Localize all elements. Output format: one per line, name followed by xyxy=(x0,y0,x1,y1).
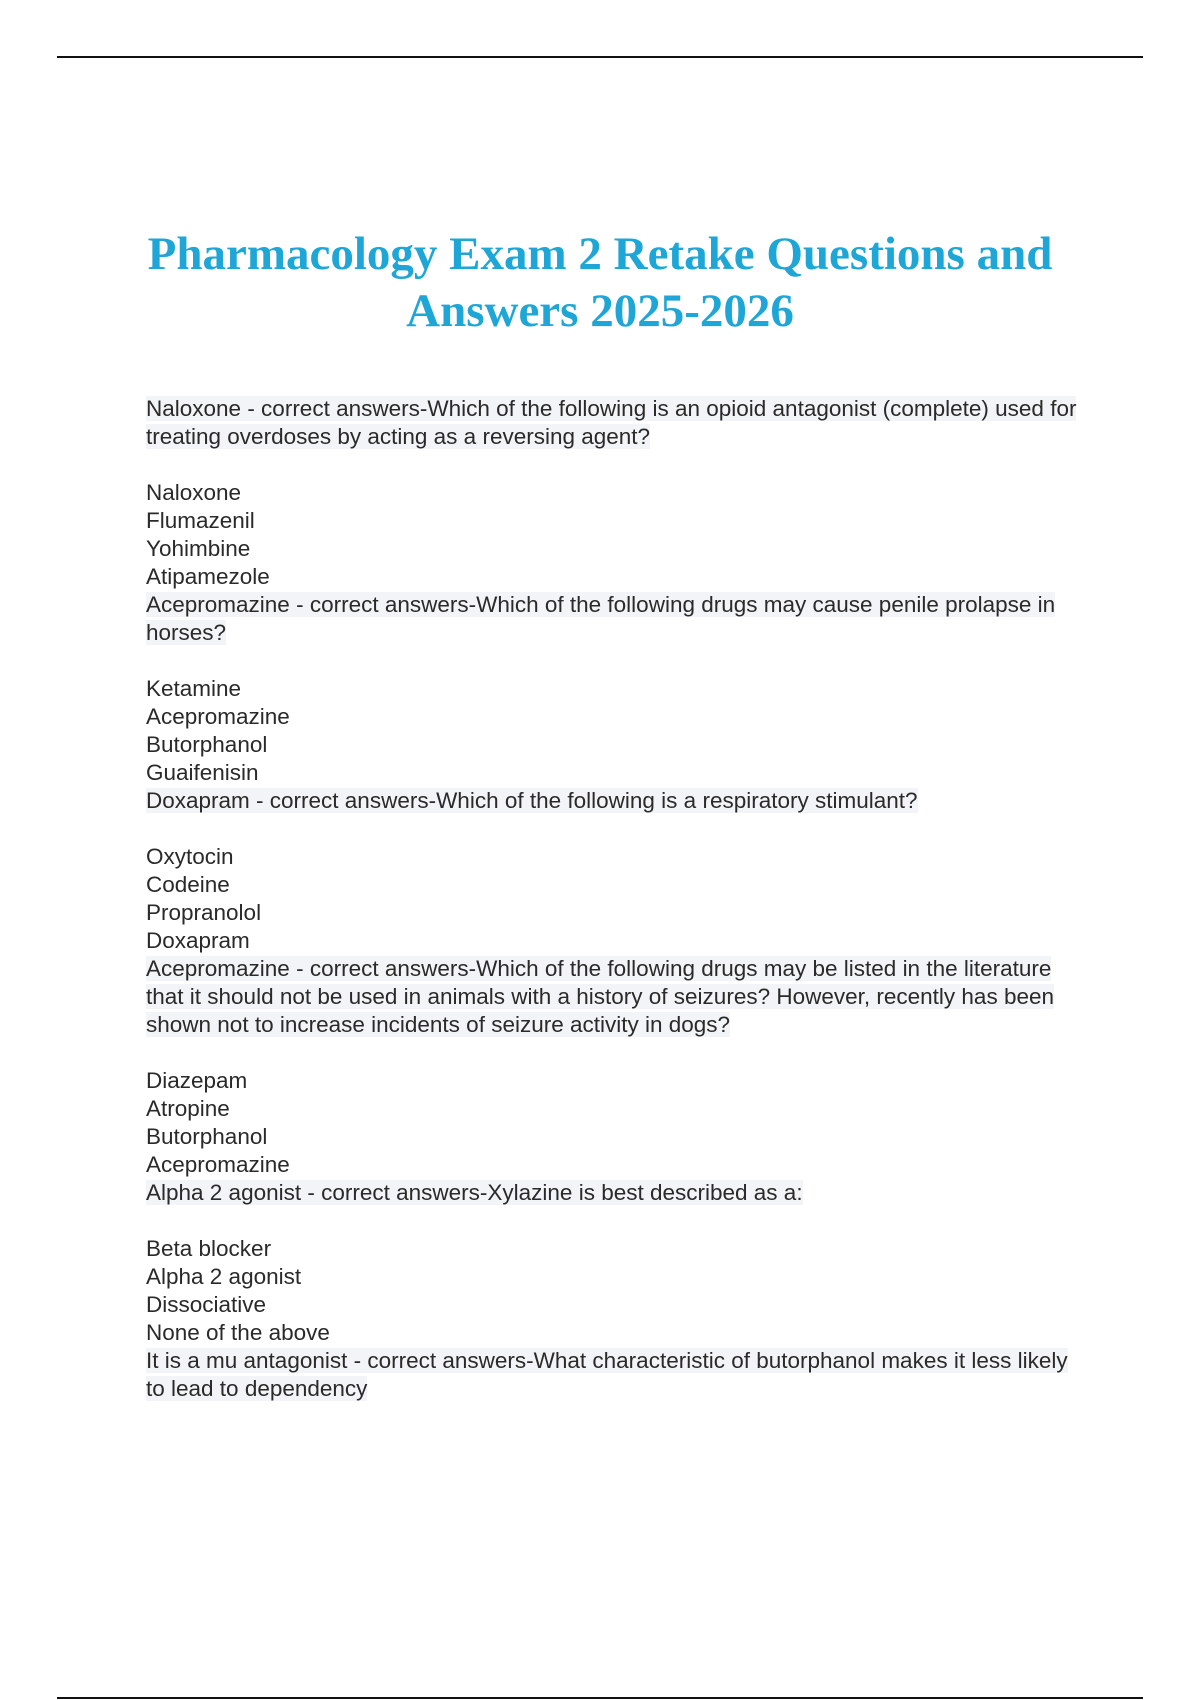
answer-option: Codeine xyxy=(146,872,230,897)
answer-option: Butorphanol xyxy=(146,732,268,757)
answer-option: None of the above xyxy=(146,1320,330,1345)
answer-options xyxy=(146,843,1086,955)
answer-option: Beta blocker xyxy=(146,1236,272,1261)
answer-options xyxy=(146,1235,1086,1347)
answer-option: Ketamine xyxy=(146,676,242,701)
answer-option: Flumazenil xyxy=(146,508,255,533)
question-text: Doxapram - correct answers-Which of the following is a respiratory stimulant? xyxy=(146,788,918,813)
question-text: It is a mu antagonist - correct answers-What characteristic of butorphanol makes it less likely to lead to dependency xyxy=(146,1348,1068,1401)
answer-option: Dissociative xyxy=(146,1292,267,1317)
answer-options xyxy=(146,675,1086,787)
answer-option: Alpha 2 agonist xyxy=(146,1264,302,1289)
answer-option: Acepromazine xyxy=(146,1152,290,1177)
qa-block-4 xyxy=(146,955,1086,1179)
answer-option: Atipamezole xyxy=(146,564,270,589)
question-text: Acepromazine - correct answers-Which of the following drugs may cause penile prolapse in horses? xyxy=(146,592,1056,645)
document-title xyxy=(100,226,1100,340)
qa-block-6 xyxy=(146,1347,1086,1403)
answer-option: Acepromazine xyxy=(146,704,290,729)
qa-block-3 xyxy=(146,787,1086,955)
answer-option: Atropine xyxy=(146,1096,230,1121)
answer-options xyxy=(146,1067,1086,1179)
question-list xyxy=(146,395,1086,1403)
qa-block-2 xyxy=(146,591,1086,787)
answer-option: Oxytocin xyxy=(146,844,234,869)
answer-option: Diazepam xyxy=(146,1068,248,1093)
qa-block-1 xyxy=(146,395,1086,591)
answer-option: Yohimbine xyxy=(146,536,251,561)
qa-block-5 xyxy=(146,1179,1086,1347)
question-text: Acepromazine - correct answers-Which of the following drugs may be listed in the literature that it should not be used in animals with a history of seizures? However, recently has been shown not to increase incidents of seizure activity in dogs? xyxy=(146,956,1054,1037)
answer-option: Guaifenisin xyxy=(146,760,259,785)
answer-option: Butorphanol xyxy=(146,1124,268,1149)
title-line-2: Answers 2025-2026 xyxy=(406,285,794,337)
question-text: Alpha 2 agonist - correct answers-Xylazine is best described as a: xyxy=(146,1180,803,1205)
bottom-rule xyxy=(57,1697,1143,1699)
answer-option: Doxapram xyxy=(146,928,250,953)
answer-option: Propranolol xyxy=(146,900,262,925)
question-text: Naloxone - correct answers-Which of the following is an opioid antagonist (complete) used for treating overdoses by acting as a reversing agent? xyxy=(146,396,1077,449)
top-rule xyxy=(57,56,1143,58)
title-line-1: Pharmacology Exam 2 Retake Questions and xyxy=(147,228,1053,280)
answer-option: Naloxone xyxy=(146,480,242,505)
answer-options xyxy=(146,479,1086,591)
